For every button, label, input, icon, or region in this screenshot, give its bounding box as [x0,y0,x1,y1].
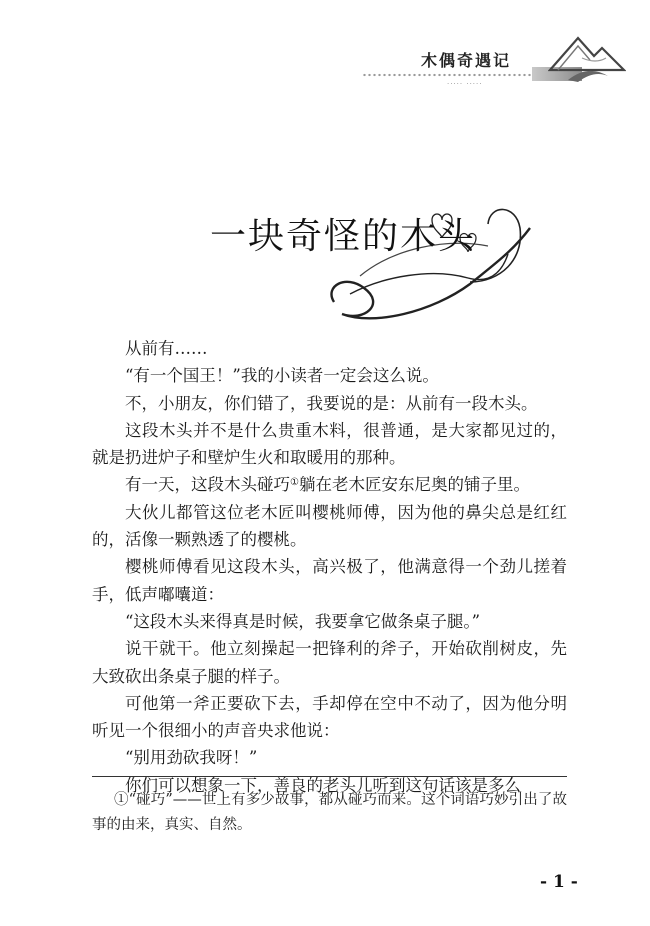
paragraph: 可他第一斧正要砍下去，手却停在空中不动了，因为他分明听见一个很细小的声音央求他说： [92,693,567,741]
body-text [92,335,567,799]
header-dotted-rule [362,72,532,78]
paragraph-text: 躺在老木匠安东尼奥的铺子里。 [298,475,530,495]
paragraph: 这段木头并不是什么贵重木料，很普通，是大家都见过的，就是扔进炉子和壁炉生火和取暖用的那种。 [92,420,567,468]
paragraph [92,471,567,498]
paragraph: “这段木头来得真是时候，我要拿它做条桌子腿。” [125,611,481,631]
footnote [92,788,567,838]
paragraph: “别用劲砍我呀！” [125,748,258,768]
paragraph: 说干就干。他立刻操起一把锋利的斧子，开始砍削树皮，先大致砍出条桌子腿的样子。 [92,639,567,686]
paragraph: 樱桃师傅看见这段木头，高兴极了，他满意得一个劲儿搓着手，低声嘟囔道： [92,557,567,604]
book-title: 木偶奇遇记 [421,51,512,70]
paragraph: “有一个国王！”我的小读者一定会这么说。 [125,366,439,386]
header-subtitle: ····· ····· [447,80,483,88]
page-number: - 1 - [540,872,578,892]
paragraph: 不，小朋友，你们错了，我要说的是：从前有一段木头。 [125,393,538,413]
footnote-divider [92,776,567,777]
paragraph: 大伙儿都管这位老木匠叫樱桃师傅，因为他的鼻尖总是红红的，活像一颗熟透了的樱桃。 [92,502,567,550]
mountain-logo-icon [548,30,626,86]
footnote-text: ①“碰巧”——世上有多少故事，都从碰巧而来。这个词语巧妙引出了故事的由来，真实、自然。 [92,792,567,833]
paragraph: 你们可以想象一下，善良的老头儿听到这句话该是多么 [125,775,521,795]
paragraph: 从前有…… [125,339,208,358]
paragraph-text: 有一天，这段木头碰巧 [125,475,290,495]
chapter-title: 一块奇怪的木头 [210,216,477,257]
footnote-reference[interactable]: ① [290,477,299,489]
